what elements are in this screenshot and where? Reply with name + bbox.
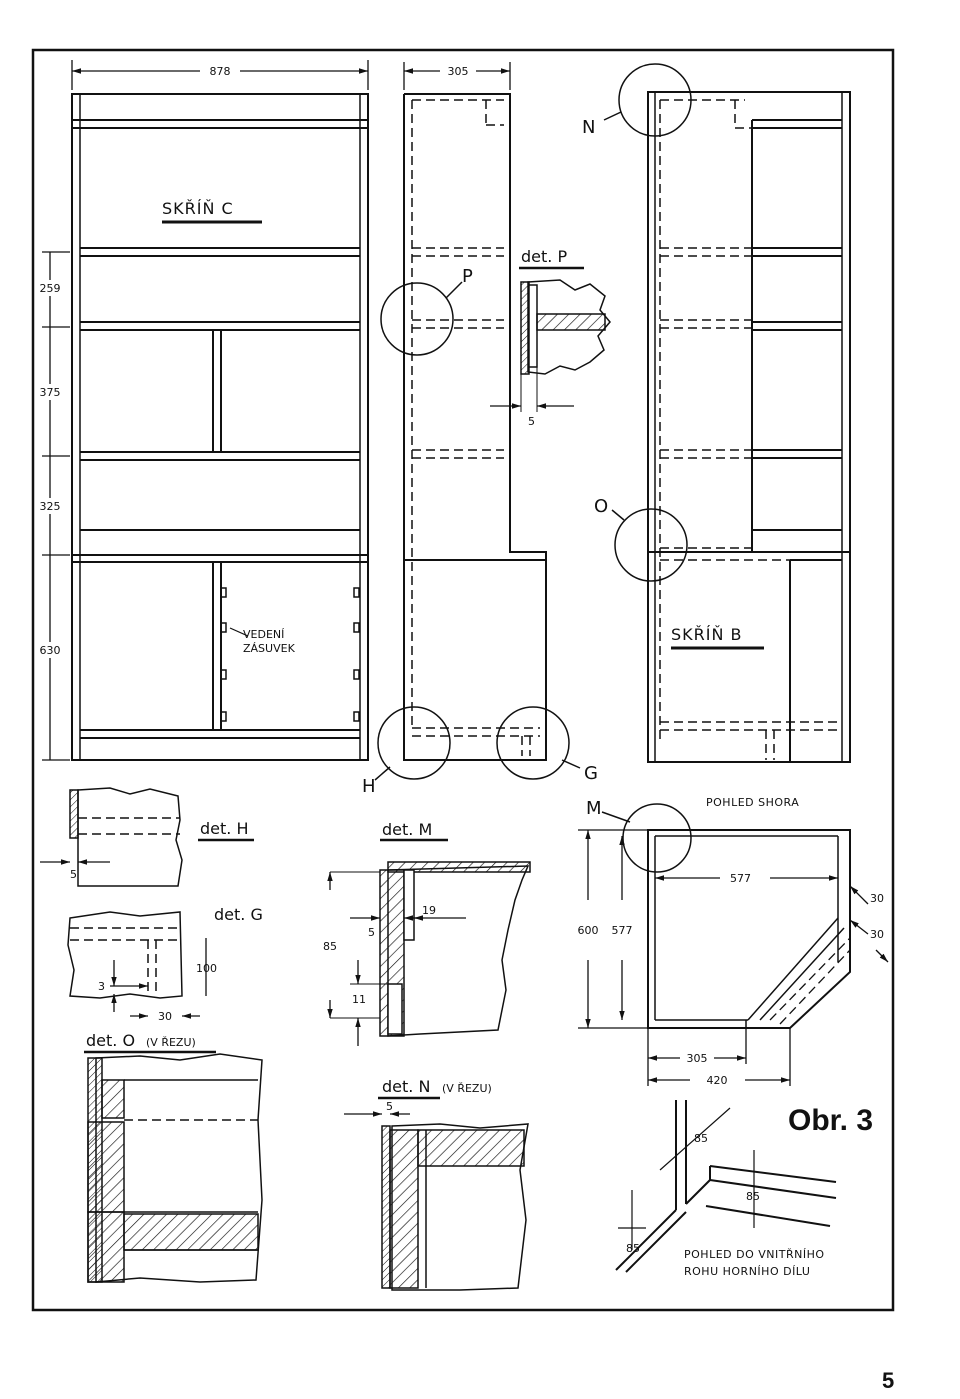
corner-view-dim-2: 85	[746, 1190, 760, 1203]
cabinet-c-height-dim-2: 375	[39, 386, 61, 399]
detail-n	[344, 1114, 528, 1290]
detail-g-dim-100: 100	[196, 962, 217, 975]
cabinet-c-front-view	[72, 94, 368, 760]
detail-p-dim: 5	[528, 415, 535, 428]
top-view-dim-420: 420	[706, 1074, 728, 1087]
cabinet-c-height-dim-4: 630	[39, 644, 61, 657]
callout-h-label: H	[362, 776, 376, 797]
detail-g-title: det. G	[214, 905, 263, 924]
detail-m-dim-19: 19	[422, 904, 436, 917]
detail-g	[68, 912, 206, 1016]
callout-p-label: P	[462, 266, 473, 287]
top-view-dim-577-v: 577	[611, 924, 633, 937]
top-view-dimensions	[578, 830, 888, 1086]
detail-g-dim-30: 30	[158, 1010, 172, 1023]
cabinet-c-height-dim-1: 259	[39, 282, 61, 295]
detail-h-title: det. H	[200, 819, 249, 838]
callout-g-label: G	[584, 763, 598, 784]
detail-h	[40, 788, 182, 886]
cabinet-c-title: SKŘÍŇ C	[162, 199, 234, 218]
callout-circle-m	[602, 804, 691, 872]
detail-o-title: det. O	[86, 1031, 136, 1050]
top-view-dim-30-a: 30	[870, 892, 884, 905]
callout-n-label: N	[582, 117, 596, 138]
top-view-dim-600: 600	[577, 924, 599, 937]
top-view-title: POHLED SHORA	[706, 796, 800, 809]
drawer-guides-label-2: ZÁSUVEK	[243, 642, 295, 655]
detail-p	[490, 280, 610, 412]
detail-n-subtitle: (V ŘEZU)	[442, 1082, 492, 1095]
detail-m-dim-11: 11	[352, 993, 366, 1006]
side-view-width-dim: 305	[447, 65, 469, 78]
detail-g-dim-3: 3	[98, 980, 105, 993]
top-view-dim-577-h: 577	[730, 872, 751, 885]
detail-n-title: det. N	[382, 1077, 431, 1096]
corner-view-dim-1: 85	[694, 1132, 708, 1145]
detail-m-dim-5: 5	[368, 926, 375, 939]
callout-m-label: M	[586, 798, 602, 819]
cabinet-c-dimensions	[39, 60, 368, 760]
top-view	[648, 830, 850, 1028]
figure-label: Obr. 3	[788, 1104, 874, 1137]
detail-n-dim: 5	[386, 1100, 393, 1113]
corner-view-caption-2: ROHU HORNÍHO DÍLU	[684, 1265, 811, 1278]
corner-view-caption-1: POHLED DO VNITŘNÍHO	[684, 1248, 825, 1261]
detail-m-dim-85: 85	[323, 940, 337, 953]
cabinet-c-width-dim: 878	[209, 65, 231, 78]
cabinet-b-title: SKŘÍŇ B	[671, 625, 743, 644]
detail-m	[330, 862, 530, 1046]
side-view	[404, 94, 546, 760]
drawer-guides-label-1: VEDENÍ	[243, 628, 285, 641]
callout-o-label: O	[594, 496, 609, 517]
detail-o	[88, 1054, 262, 1282]
detail-m-title: det. M	[382, 820, 433, 839]
corner-view-dim-3: 85	[626, 1242, 640, 1255]
top-view-dim-305: 305	[686, 1052, 708, 1065]
detail-p-title: det. P	[521, 247, 568, 266]
cabinet-c-height-dim-3: 325	[39, 500, 61, 513]
detail-o-subtitle: (V ŘEZU)	[146, 1036, 196, 1049]
top-view-dim-30-b: 30	[870, 928, 884, 941]
detail-h-dim: 5	[70, 868, 77, 881]
cabinet-b-view	[648, 92, 850, 762]
page-number: 5	[882, 1368, 895, 1393]
